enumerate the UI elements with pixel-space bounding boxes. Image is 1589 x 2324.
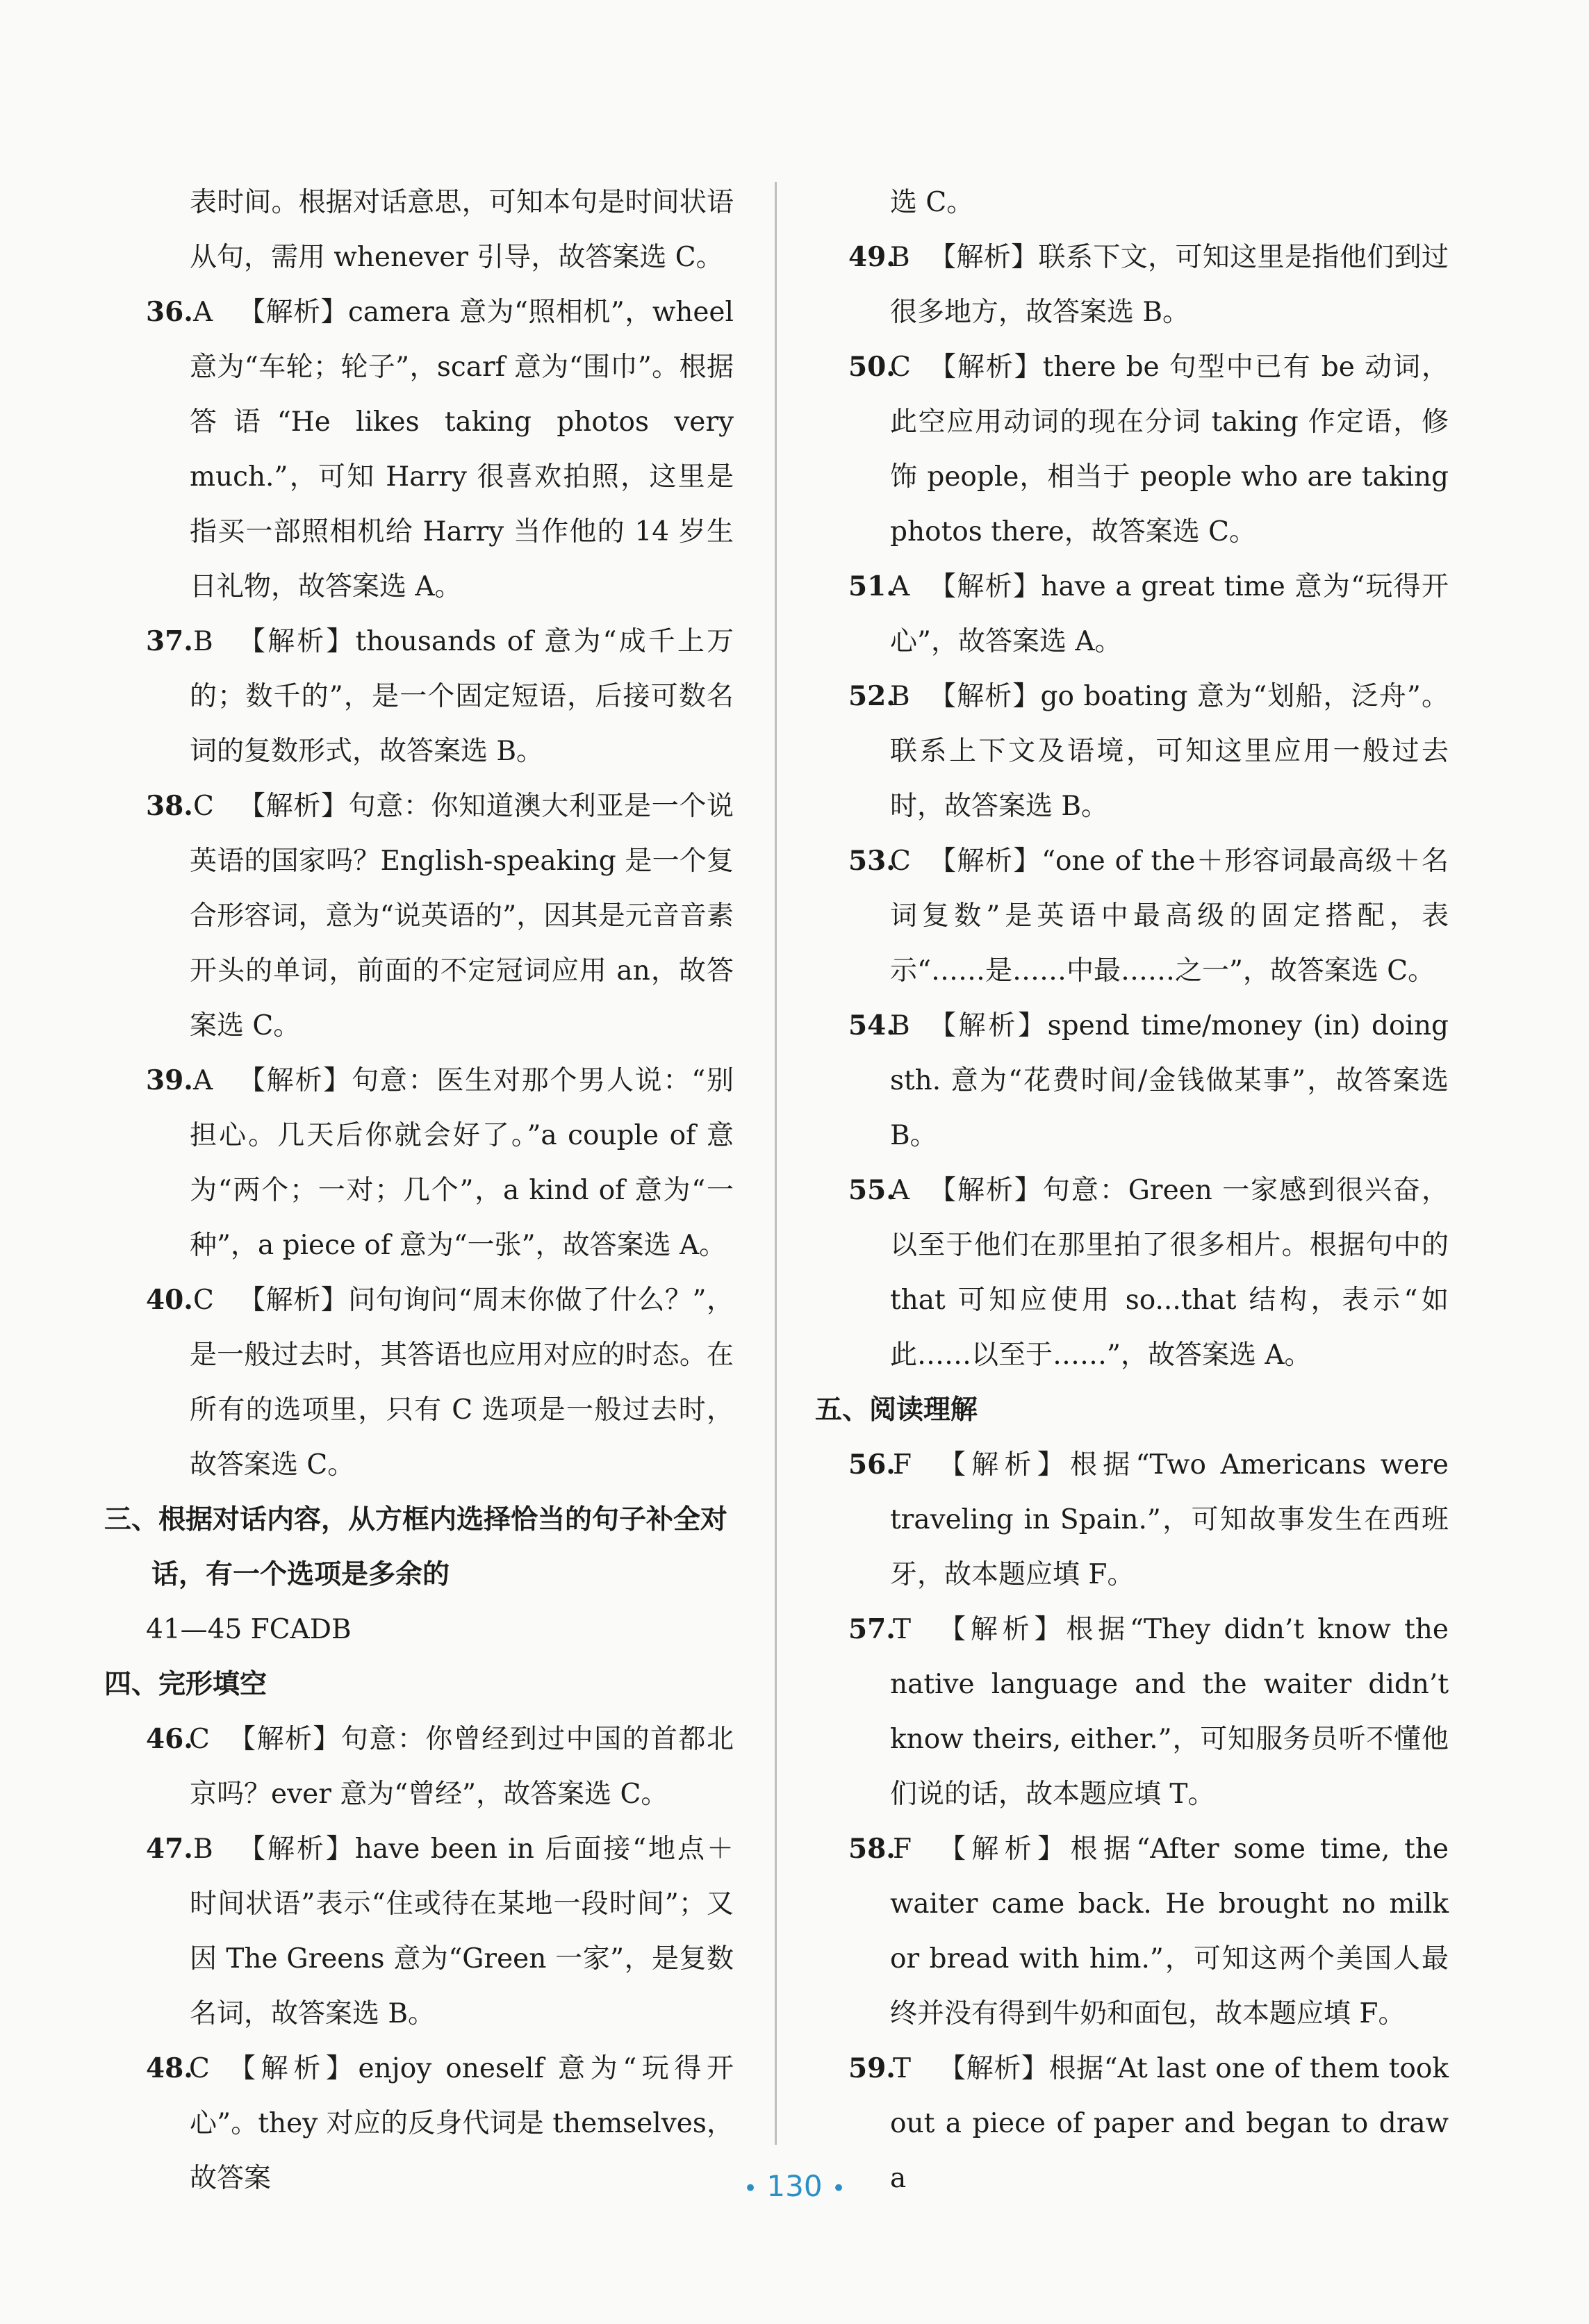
column-divider — [775, 182, 777, 2145]
answer-item-51 — [815, 559, 1449, 669]
answer-item-37 — [104, 614, 734, 779]
item-explanation: 【解析】spend time/money (in) doing sth. 意为“花费时间/金钱做某事”，故答案选 B。 — [890, 1010, 1449, 1151]
item-answer: B — [890, 681, 910, 712]
item-explanation: 【解析】句意：你曾经到过中国的首都北京吗？ever 意为“曾经”，故答案选 C。 — [190, 1724, 734, 1810]
item-number: 36. — [146, 296, 193, 328]
answer-item-54 — [815, 998, 1449, 1163]
answer-item-53 — [815, 834, 1449, 998]
answer-item-52 — [815, 669, 1449, 834]
answer-item-58 — [815, 1822, 1449, 2041]
item-number: 57. — [848, 1613, 896, 1645]
item-number: 58. — [848, 1833, 896, 1865]
item-number: 50. — [848, 351, 896, 383]
item-answer: C — [189, 1724, 210, 1755]
continuation-text: 表时间。根据对话意思，可知本句是时间状语从句，需用 whenever 引导，故答案选 C。 — [190, 187, 734, 273]
item-number: 52. — [848, 680, 896, 712]
item-number: 46. — [146, 1723, 193, 1755]
item-answer: B — [890, 1010, 910, 1041]
page-number — [0, 2169, 1589, 2203]
item-number: 49. — [848, 241, 896, 273]
item-answer: T — [893, 1614, 912, 1645]
item-number: 55. — [848, 1174, 896, 1206]
item-number: 37. — [146, 625, 193, 657]
item-answer: C — [189, 2053, 210, 2084]
item-answer: A — [890, 1175, 910, 1206]
item-explanation: 【解析】句意：你知道澳大利亚是一个说英语的国家吗？English-speaking 是一个复合形容词，意为“说英语的”，因其是元音音素开头的单词，前面的不定冠词应用 an，故答案选 C。 — [190, 791, 734, 1041]
section-5-title: 五、阅读理解 — [815, 1394, 978, 1426]
page-number-text: 130 — [766, 2169, 823, 2203]
item-explanation: 【解析】问句询问“周末你做了什么？”，是一般过去时，其答语也应用对应的时态。在所有的选项里，只有 C 选项是一般过去时，故答案选 C。 — [190, 1285, 734, 1481]
item-explanation: 【解析】camera 意为“照相机”，wheel 意为“车轮；轮子”，scarf 意为“围巾”。根据答语“He likes taking photos very much.”，可知 Harry 很喜欢拍照，这里是指买一部照相机给 Harry 当作他的 14 岁生日礼物，故答案选 A。 — [190, 297, 734, 602]
item-answer: B — [193, 626, 213, 657]
item-explanation: 【解析】根据“Two Americans were traveling in Spain.”，可知故事发生在西班牙，故本题应填 F。 — [890, 1449, 1449, 1590]
item-answer: T — [893, 2053, 912, 2084]
item-explanation: 【解析】“one of the＋形容词最高级＋名词复数”是英语中最高级的固定搭配，表示“……是……中最……之一”，故答案选 C。 — [890, 846, 1449, 987]
item-explanation: 【解析】根据“At last one of them took out a piece of paper and began to draw a — [890, 2053, 1449, 2194]
answer-item-38 — [104, 779, 734, 1053]
item-answer: B — [890, 242, 910, 273]
item-answer: C — [890, 846, 911, 877]
item-explanation: 【解析】enjoy oneself 意为“玩得开心”。they 对应的反身代词是 themselves，故答案 — [190, 2053, 734, 2194]
item-number: 39. — [146, 1064, 193, 1096]
item-explanation: 【解析】have been in 后面接“地点＋时间状语”表示“住或待在某地一段时间”；又因 The Greens 意为“Green 一家”，是复数名词，故答案选 B。 — [190, 1833, 734, 2029]
item-answer: C — [890, 352, 911, 383]
item-explanation: 【解析】联系下文，可知这里是指他们到过很多地方，故答案选 B。 — [890, 242, 1449, 328]
item-explanation: 【解析】根据“After some time, the waiter came back. He brought no milk or bread with him.”，可知这两个美国人最终并没有得到牛奶和面包，故本题应填 F。 — [890, 1833, 1449, 2029]
answer-item-40 — [104, 1273, 734, 1492]
continuation-text: 选 C。 — [890, 187, 974, 218]
item-explanation: 【解析】句意：医生对那个男人说：“别担心。几天后你就会好了。”a couple of 意为“两个；一对；几个”，a kind of 意为“一种”，a piece of 意为“一张”，故答案选 A。 — [190, 1065, 734, 1261]
item-answer: C — [193, 1285, 214, 1316]
left-column — [104, 175, 734, 2206]
answer-item-36 — [104, 285, 734, 614]
item-number: 56. — [848, 1449, 896, 1481]
answer-item-47 — [104, 1822, 734, 2041]
section-3-title: 三、根据对话内容，从方框内选择恰当的句子补全对话，有一个选项是多余的 — [104, 1504, 728, 1590]
answer-item-49 — [815, 230, 1449, 340]
item-answer: B — [193, 1833, 213, 1865]
item-number: 59. — [848, 2052, 896, 2084]
item-number: 47. — [146, 1833, 193, 1865]
item-answer: A — [890, 571, 910, 602]
item-explanation: 【解析】thousands of 意为“成千上万的；数千的”，是一个固定短语，后接可数名词的复数形式，故答案选 B。 — [190, 626, 734, 767]
item-number: 48. — [146, 2052, 193, 2084]
answer-item-46 — [104, 1712, 734, 1822]
item-explanation: 【解析】根据“They didn’t know the native language and the waiter didn’t know theirs, either.”，可知服务员听不懂他们说的话，故本题应填 T。 — [890, 1614, 1449, 1810]
item-answer: F — [893, 1449, 912, 1481]
item-explanation: 【解析】have a great time 意为“玩得开心”，故答案选 A。 — [890, 571, 1449, 657]
item-number: 51. — [848, 570, 896, 602]
item-number: 54. — [848, 1009, 896, 1041]
item-explanation: 【解析】句意：Green 一家感到很兴奋，以至于他们在那里拍了很多相片。根据句中的 that 可知应使用 so...that 结构，表示“如此……以至于……”，故答案选 A。 — [890, 1175, 1449, 1371]
item-answer: F — [893, 1833, 912, 1865]
item-number: 53. — [848, 845, 896, 877]
item-answer: C — [193, 791, 214, 822]
item-number: 40. — [146, 1284, 193, 1316]
answer-item-56 — [815, 1437, 1449, 1602]
item-explanation: 【解析】go boating 意为“划船，泛舟”。联系上下文及语境，可知这里应用一般过去时，故答案选 B。 — [890, 681, 1449, 822]
item-number: 38. — [146, 790, 193, 822]
bullet-icon: • — [743, 2175, 758, 2202]
answer-item-55 — [815, 1163, 1449, 1383]
section-3-answer: 41—45 FCADB — [146, 1614, 352, 1645]
answer-item-39 — [104, 1053, 734, 1273]
bullet-icon: • — [831, 2175, 846, 2202]
section-4-title: 四、完形填空 — [104, 1669, 267, 1700]
answer-item-50 — [815, 340, 1449, 559]
item-answer: A — [193, 297, 213, 328]
right-column — [815, 175, 1449, 2206]
item-answer: A — [193, 1065, 213, 1096]
item-explanation: 【解析】there be 句型中已有 be 动词，此空应用动词的现在分词 taking 作定语，修饰 people，相当于 people who are taking photos there，故答案选 C。 — [890, 352, 1449, 547]
answer-item-57 — [815, 1602, 1449, 1822]
